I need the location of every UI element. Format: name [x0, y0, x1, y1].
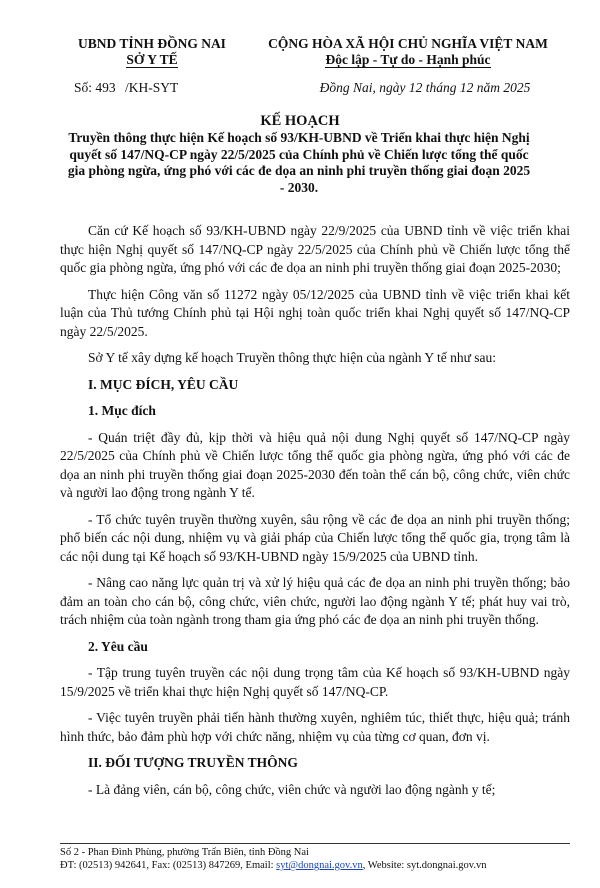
- document-number: [74, 80, 184, 96]
- document-subtitle: Truyền thông thực hiện Kế hoạch số 93/KH-UBND về Triển khai thực hiện Nghị quyết số 147/NQ-CP ngày 22/5/2025 của Chính phủ về Chiến lược tổng thể quốc gia phòng ngừa, ứng phó với các đe dọa an ninh phi truyền thống giai đoạn 2025 - 2030.: [67, 130, 531, 195]
- requirement-item-2: - Việc tuyên truyền phải tiến hành thường xuyên, nghiêm túc, thiết thực, hiệu quả; tránh hình thức, bảo đảm phù hợp với chức năng, nhiệm vụ của từng cơ quan, đơn vị.: [60, 710, 570, 744]
- purpose-item-3: - Nâng cao năng lực quản trị và xử lý hiệu quả các đe dọa an ninh phi truyền thống; bảo đảm an toàn cho cán bộ, công chức, viên chức, người lao động ngành Y tế; phát huy vai trò, trách nhiệm của toàn ngành trong tham gia ứng phó các đe dọa an ninh phi truyền thống.: [60, 575, 570, 627]
- basis-paragraph-1: Căn cứ Kế hoạch số 93/KH-UBND ngày 22/9/2025 của UBND tỉnh về việc triển khai thực hiện Nghị quyết số 147/NQ-CP ngày 22/5/2025 của Chính phủ về Chiến lược tổng thể quốc gia phòng ngừa, ứng phó với các đe dọa an ninh phi truyền thống giai đoạn 2025-2030;: [60, 223, 570, 275]
- footer-address: Số 2 - Phan Đình Phùng, phường Trấn Biên, tỉnh Đồng Nai: [60, 847, 309, 858]
- place-date: Đồng Nai, ngày 12 tháng 12 năm 2025: [319, 80, 531, 95]
- basis-paragraph-2: Thực hiện Công văn số 11272 ngày 05/12/2025 của UBND tỉnh về việc triển khai kết luận của Thủ tướng Chính phủ tại Hội nghị toàn quốc triển khai Nghị quyết số 147/NQ-CP ngày 22/5/2025.: [60, 286, 570, 339]
- requirement-item-1: - Tập trung tuyên truyền các nội dung trọng tâm của Kế hoạch số 93/KH-UBND ngày 15/9/2025 về triển khai thực hiện Nghị quyết số 147/NQ-CP.: [60, 665, 570, 699]
- page-footer: [60, 846, 580, 872]
- subsection-heading-purpose: 1. Mục đích: [88, 403, 156, 418]
- purpose-item-2: - Tổ chức tuyên truyền thường xuyên, sâu rộng về các đe dọa an ninh phi truyền thống; phổ biến các nội dung, nhiệm vụ và giải pháp của Chiến lược tổng thể quốc gia, trọng tâm là các nội dung tại Kế hoạch số 93/KH-UBND ngày 15/9/2025 của UBND tỉnh.: [60, 511, 570, 564]
- footer-contact: [60, 859, 580, 872]
- national-header-block: [238, 36, 578, 68]
- document-title: KẾ HOẠCH: [260, 113, 340, 129]
- document-body: [60, 222, 570, 807]
- department-name: SỞ Y TẾ: [126, 52, 178, 67]
- intro-paragraph: Sở Y tế xây dựng kế hoạch Truyền thông thực hiện của ngành Y tế như sau:: [88, 350, 497, 365]
- issuing-agency-block: [62, 36, 242, 68]
- footer-phone-fax: ĐT: (02513) 942641, Fax: (02513) 847269, Email:: [60, 860, 277, 871]
- section-heading-2: II. ĐỐI TƯỢNG TRUYỀN THÔNG: [88, 755, 298, 770]
- agency-name: UBND TỈNH ĐỒNG NAI: [78, 36, 226, 51]
- footer-email-link[interactable]: syt@dongnai.gov.vn: [276, 860, 363, 871]
- document-number-label: Số: 493: [74, 80, 116, 95]
- footer-website: , Website: syt.dongnai.gov.vn: [362, 860, 487, 871]
- footer-divider: [60, 843, 570, 844]
- section-heading-1: I. MỤC ĐÍCH, YÊU CẦU: [88, 376, 239, 392]
- target-item-1: - Là đảng viên, cán bộ, công chức, viên chức và người lao động ngành y tế;: [88, 781, 496, 797]
- subsection-heading-requirements: 2. Yêu cầu: [88, 638, 148, 654]
- purpose-item-1: - Quán triệt đầy đủ, kịp thời và hiệu quả nội dung Nghị quyết số 147/NQ-CP ngày 22/5/2025 của Chính phủ về Chiến lược tổng thể quốc gia phòng ngừa, ứng phó với các đe dọa an ninh phi truyền thống giai đoạn 2025-2030 đến toàn thể cán bộ, công chức, viên chức và người lao động trong ngành Y tế.: [60, 429, 570, 500]
- document-number-code: /KH-SYT: [125, 80, 179, 95]
- national-motto: Độc lập - Tự do - Hạnh phúc: [325, 52, 491, 67]
- nation-name: CỘNG HÒA XÃ HỘI CHỦ NGHĨA VIỆT NAM: [268, 36, 548, 51]
